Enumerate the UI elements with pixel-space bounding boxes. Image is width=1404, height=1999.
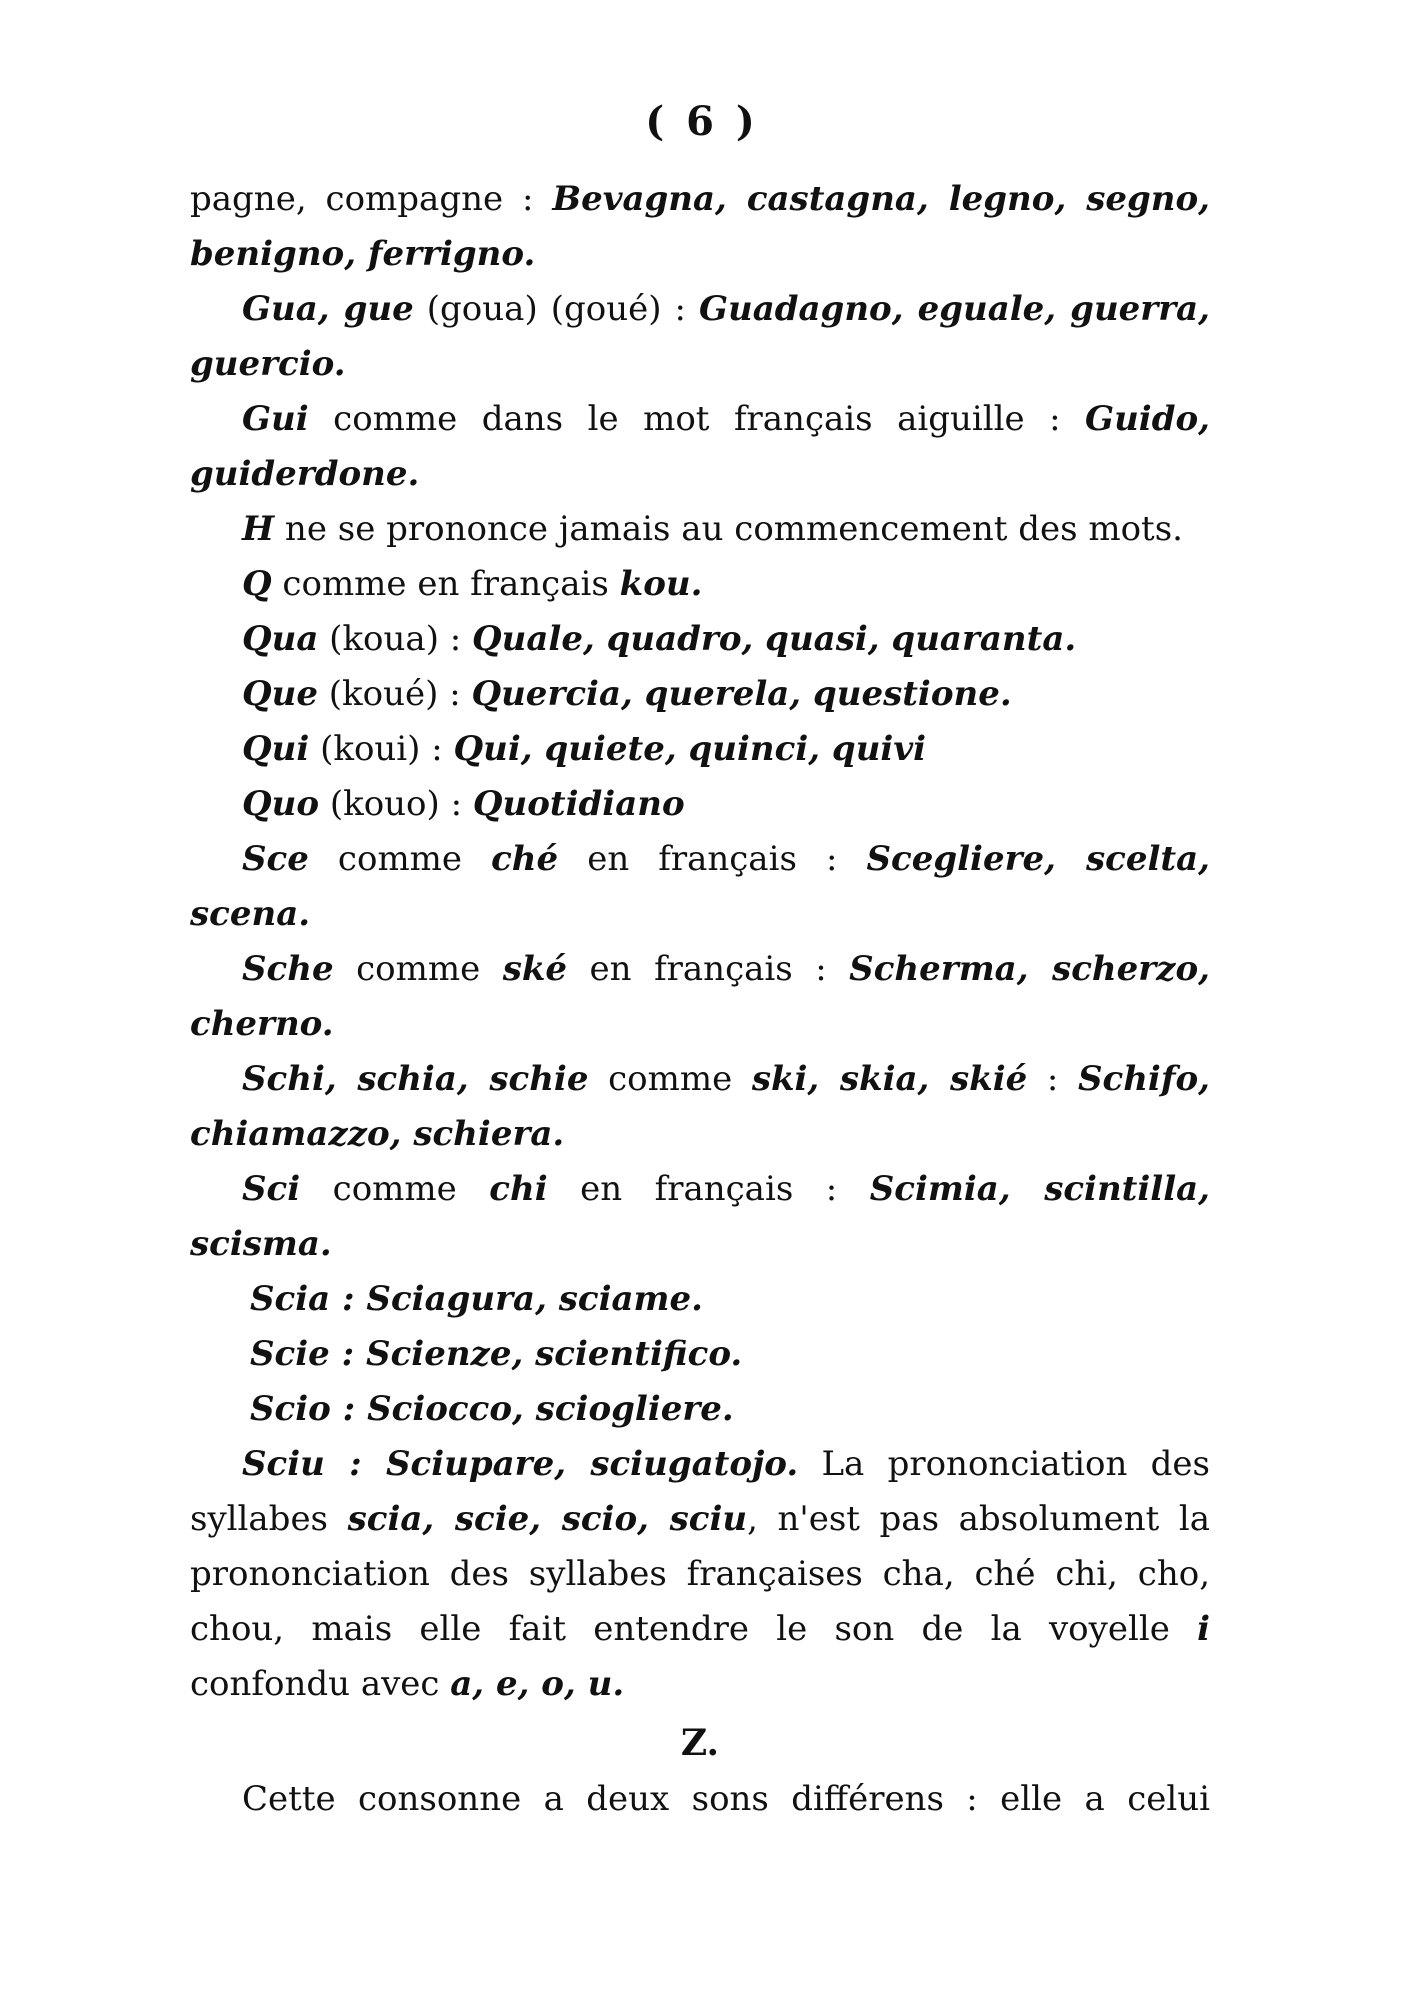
paragraph bbox=[190, 612, 1210, 667]
paragraph-list bbox=[190, 172, 1210, 1712]
paragraph bbox=[190, 942, 1210, 1052]
italic-example: Scegliere, scelta, scena. bbox=[190, 839, 1210, 934]
italic-example: Que bbox=[242, 674, 318, 714]
italic-example: H bbox=[242, 509, 275, 549]
italic-example: Quercia, querela, questione. bbox=[471, 674, 1012, 714]
italic-example: scia, scie, scio, sciu bbox=[347, 1499, 748, 1539]
text-run: en français : bbox=[547, 1169, 870, 1209]
text-run: (koua) : bbox=[318, 619, 473, 659]
italic-example: Sciu : Sciupare, sciugatojo. bbox=[242, 1444, 799, 1484]
paragraph bbox=[190, 1162, 1210, 1272]
text-run: , n'est pas absolument la prononciation des syllabes françaises cha, ché chi, cho, chou, mais elle fait entendre le son de la voyelle bbox=[190, 1499, 1210, 1649]
italic-example: Scio : Sciocco, sciogliere. bbox=[250, 1389, 734, 1429]
text-run: comme bbox=[333, 949, 503, 989]
page-text bbox=[190, 172, 1210, 1827]
italic-example: Gui bbox=[242, 399, 309, 439]
text-run: La prononciation des syllabes bbox=[190, 1444, 1210, 1539]
paragraph bbox=[190, 1272, 1210, 1327]
italic-example: Q bbox=[242, 564, 272, 604]
italic-example: Guadagno, eguale, guerra, guercio. bbox=[190, 289, 1210, 384]
paragraph bbox=[190, 172, 1210, 282]
text-run: (goua) (goué) : bbox=[413, 289, 699, 329]
page-number: ( 6 ) bbox=[645, 98, 759, 145]
paragraph bbox=[190, 1052, 1210, 1162]
italic-example: ché bbox=[491, 839, 559, 879]
paragraph bbox=[190, 557, 1210, 612]
paragraph bbox=[190, 832, 1210, 942]
italic-example: a, e, o, u. bbox=[450, 1664, 625, 1704]
text-run: comme bbox=[300, 1169, 490, 1209]
italic-example: Scimia, scintilla, scisma. bbox=[190, 1169, 1210, 1264]
italic-example: Qui bbox=[242, 729, 310, 769]
text-run: en français : bbox=[567, 949, 850, 989]
paragraph bbox=[190, 392, 1210, 502]
paragraph bbox=[190, 777, 1210, 832]
italic-example: Schifo, chiamazzo, schiera. bbox=[190, 1059, 1210, 1154]
paragraph bbox=[190, 502, 1210, 557]
italic-example: ské bbox=[502, 949, 568, 989]
text-run: confondu avec bbox=[190, 1664, 451, 1704]
paragraph bbox=[190, 1327, 1210, 1382]
paragraph bbox=[190, 722, 1210, 777]
paragraph bbox=[190, 1437, 1210, 1712]
italic-example: i bbox=[1197, 1609, 1210, 1649]
italic-example: Sche bbox=[242, 949, 334, 989]
italic-example: Gua, gue bbox=[242, 289, 414, 329]
text-run: (kouo) : bbox=[319, 784, 473, 824]
italic-example: Quotidiano bbox=[472, 784, 685, 824]
italic-example: ski, skia, skié bbox=[751, 1059, 1028, 1099]
italic-example: Schi, schia, schie bbox=[242, 1059, 589, 1099]
text-run: comme en français bbox=[271, 564, 620, 604]
text-run: en français : bbox=[558, 839, 867, 879]
text-run: (koui) : bbox=[309, 729, 454, 769]
paragraph bbox=[190, 282, 1210, 392]
paragraph bbox=[190, 1382, 1210, 1437]
section-letter: Z. bbox=[680, 1722, 720, 1764]
text-run: ne se prononce jamais au commencement des mots. bbox=[274, 509, 1183, 549]
text-run: : bbox=[1027, 1059, 1078, 1099]
paragraph bbox=[190, 667, 1210, 722]
text-run: comme bbox=[588, 1059, 752, 1099]
italic-example: Quale, quadro, quasi, quaranta. bbox=[472, 619, 1077, 659]
italic-example: Quo bbox=[242, 784, 320, 824]
text-run: comme bbox=[308, 839, 492, 879]
text-run: (koué) : bbox=[317, 674, 472, 714]
italic-example: Scia : Sciagura, sciame. bbox=[250, 1279, 703, 1319]
italic-example: Scie : Scienze, scientifico. bbox=[250, 1334, 743, 1374]
italic-example: Sce bbox=[242, 839, 309, 879]
italic-example: Scherma, scherzo, cherno. bbox=[190, 949, 1210, 1044]
italic-example: Guido, guiderdone. bbox=[190, 399, 1210, 494]
text-run: comme dans le mot français aiguille : bbox=[308, 399, 1086, 439]
italic-example: Qui, quiete, quinci, quivi bbox=[453, 729, 927, 769]
italic-example: Sci bbox=[242, 1169, 301, 1209]
italic-example: Bevagna, castagna, legno, segno, benigno, ferrigno. bbox=[190, 179, 1210, 274]
italic-example: chi bbox=[489, 1169, 548, 1209]
last-paragraph: Cette consonne a deux sons différens : elle a celui bbox=[242, 1779, 1210, 1819]
text-run: pagne, compagne : bbox=[190, 179, 553, 219]
italic-example: kou. bbox=[619, 564, 703, 604]
italic-example: Qua bbox=[242, 619, 319, 659]
